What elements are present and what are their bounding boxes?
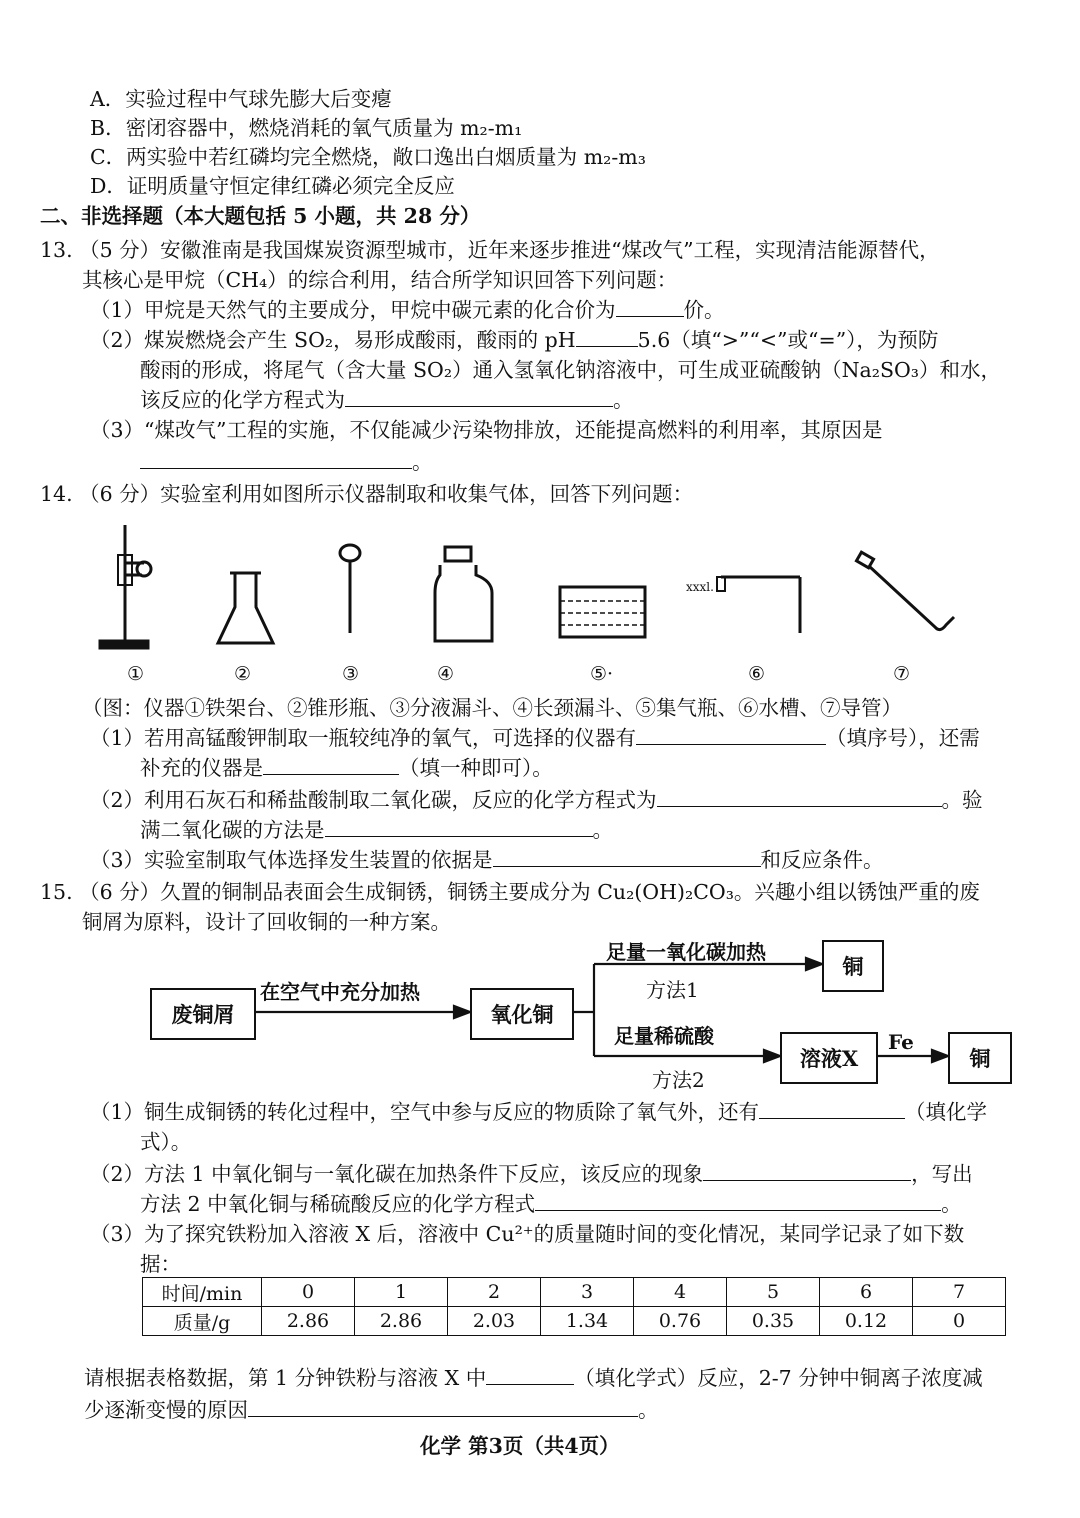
page-footer: 化学 第3页（共4页） — [420, 1434, 620, 1458]
apparatus-label-3: ③ — [342, 663, 360, 685]
option-b: B．密闭容器中，燃烧消耗的氧气质量为 m₂-m₁ — [90, 116, 523, 140]
q14-part1-text-b: （填序号），还需 — [826, 726, 980, 750]
q15-answer-blank-4[interactable] — [486, 1364, 574, 1385]
table-row-time — [143, 1278, 1006, 1307]
q14-answer-blank-1[interactable] — [636, 724, 826, 745]
q13-part1-text: （1）甲烷是天然气的主要成分，甲烷中碳元素的化合价为 — [90, 298, 616, 322]
apparatus-label-4: ④ — [437, 663, 455, 685]
table-cell: 3 — [541, 1278, 634, 1307]
q15-part3-line1: （3）为了探究铁粉加入溶液 X 后，溶液中 Cu²⁺的质量随时间的变化情况，某同学记录了如下数 — [90, 1222, 965, 1246]
q13-part2-text-a: （2）煤炭燃烧会产生 SO₂，易形成酸雨，酸雨的 pH — [90, 328, 576, 352]
q15-part2-line2 — [140, 1190, 962, 1218]
q13-answer-blank-2[interactable] — [576, 326, 638, 347]
cu-mass-table — [142, 1277, 1006, 1336]
table-cell: 0 — [262, 1278, 355, 1307]
table-cell: 0 — [913, 1307, 1006, 1336]
table-cell: 2 — [448, 1278, 541, 1307]
table-cell: 0.12 — [820, 1307, 913, 1336]
q15-stem-line1: 15. （6 分）久置的铜制品表面会生成铜锈，铜锈主要成分为 Cu₂(OH)₂CO₃。兴趣小组以锈蚀严重的废 — [40, 880, 980, 904]
iron-stand-icon — [100, 525, 151, 648]
q13-stem-line1: 13. （5 分）安徽淮南是我国煤炭资源型城市，近年来逐步推进“煤改气”工程，实现清洁能源替代， — [40, 238, 940, 262]
option-c: C．两实验中若红磷均完全燃烧，敞口逸出白烟质量为 m₂-m₃ — [90, 145, 646, 169]
table-cell: 0.76 — [634, 1307, 727, 1336]
q15-answer-blank-2[interactable] — [703, 1160, 911, 1181]
q15-part1-text-b: （填化学 — [905, 1100, 988, 1124]
flow-box-copper-oxide: 氧化铜 — [470, 988, 574, 1040]
q13-part2-line1 — [90, 326, 938, 354]
apparatus-label-6: ⑥ — [748, 663, 766, 685]
flow-method2-reagent: 足量稀硫酸 — [614, 1024, 714, 1048]
option-a: A．实验过程中气球先膨大后变瘪 — [90, 87, 392, 111]
flow-method1-name: 方法1 — [646, 978, 699, 1002]
section-heading: 二、非选择题（本大题包括 5 小题，共 28 分） — [40, 204, 481, 228]
q15-part2-text-a: （2）方法 1 中氧化铜与一氧化碳在加热条件下反应，该反应的现象 — [90, 1162, 704, 1186]
flow-box-copper-1: 铜 — [822, 940, 884, 992]
table-cell: 1.34 — [541, 1307, 634, 1336]
table-header-time: 时间/min — [143, 1278, 262, 1307]
q15-part4-text-c: 少逐渐变慢的原因 — [84, 1398, 248, 1422]
table-cell: 7 — [913, 1278, 1006, 1307]
q15-stem-line2: 铜屑为原料，设计了回收铜的一种方案。 — [82, 910, 451, 934]
apparatus-label-5: ⑤· — [590, 663, 614, 685]
q14-part2-text-d: 。 — [592, 818, 613, 842]
q13-answer-blank-1[interactable] — [616, 296, 684, 317]
flowchart-arrows — [140, 930, 1040, 1090]
flow-fe-label: Fe — [888, 1030, 914, 1054]
recovery-flowchart — [140, 930, 1040, 1090]
apparatus-6-tag: xxxl. — [686, 580, 714, 594]
q15-part1-text-a: （1）铜生成铜锈的转化过程中，空气中参与反应的物质除了氧气外，还有 — [90, 1100, 760, 1124]
lab-apparatus-figure — [80, 515, 980, 695]
table-header-mass: 质量/g — [143, 1307, 262, 1336]
q13-part2-end: 。 — [613, 388, 634, 412]
flow-box-solution-x: 溶液X — [780, 1032, 878, 1084]
flow-box-copper-2: 铜 — [948, 1032, 1012, 1084]
q14-figure-caption: （图：仪器①铁架台、②锥形瓶、③分液漏斗、④长颈漏斗、⑤集气瓶、⑥水槽、⑦导管） — [82, 696, 902, 720]
table-row-mass — [143, 1307, 1006, 1336]
table-cell: 2.03 — [448, 1307, 541, 1336]
q13-part3-end: 。 — [412, 450, 433, 474]
q15-part1-line1 — [90, 1098, 987, 1126]
q15-answer-blank-1[interactable] — [759, 1098, 905, 1119]
apparatus-label-1: ① — [127, 663, 145, 685]
q14-answer-blank-2[interactable] — [263, 754, 399, 775]
q14-part3 — [90, 846, 884, 874]
q14-part2-line2 — [140, 816, 613, 844]
bent-tube-icon — [717, 577, 800, 633]
q14-answer-blank-5[interactable] — [493, 846, 761, 867]
q14-part1-text-d: （填一种即可）。 — [399, 756, 553, 780]
table-cell: 0.35 — [727, 1307, 820, 1336]
q15-part2-text-c: 方法 2 中氧化铜与稀硫酸反应的化学方程式 — [140, 1192, 536, 1216]
water-trough-icon — [560, 587, 645, 637]
q15-part4-text-d: 。 — [638, 1398, 659, 1422]
q13-stem-line2: 其核心是甲烷（CH₄）的综合利用，结合所学知识回答下列问题： — [82, 268, 678, 292]
q15-answer-blank-3[interactable] — [535, 1190, 941, 1211]
table-cell: 6 — [820, 1278, 913, 1307]
q13-part1-end: 价。 — [683, 298, 725, 322]
q15-part4-text-b: （填化学式）反应，2-7 分钟中铜离子浓度减 — [574, 1366, 983, 1390]
q15-part2-text-b: ，写出 — [911, 1162, 973, 1186]
gas-bottle-icon — [435, 547, 492, 641]
q14-part2-line1 — [90, 786, 983, 814]
q14-part3-text-a: （3）实验室制取气体选择发生装置的依据是 — [90, 848, 493, 872]
q15-part4-line1 — [84, 1364, 983, 1392]
q15-part4-line2 — [84, 1396, 659, 1424]
q13-part2-line3 — [140, 386, 634, 414]
funnel-icon — [340, 545, 360, 633]
table-cell: 4 — [634, 1278, 727, 1307]
q13-part1 — [90, 296, 725, 324]
delivery-tube-icon — [856, 552, 954, 629]
q14-part3-text-b: 和反应条件。 — [760, 848, 884, 872]
q13-part3-line1: （3）“煤改气”工程的实施，不仅能减少污染物排放，还能提高燃料的利用率，其原因是 — [90, 418, 883, 442]
apparatus-label-7: ⑦ — [893, 663, 911, 685]
q14-part2-text-c: 满二氧化碳的方法是 — [140, 818, 325, 842]
q15-part2-text-d: 。 — [941, 1192, 962, 1216]
flow-box-start: 废铜屑 — [150, 988, 256, 1040]
q13-answer-blank-3[interactable] — [345, 386, 613, 407]
q14-stem: 14. （6 分）实验室利用如图所示仪器制取和收集气体，回答下列问题： — [40, 482, 694, 506]
q14-part1-line2 — [140, 754, 553, 782]
q13-part2-line2: 酸雨的形成，将尾气（含大量 SO₂）通入氢氧化钠溶液中，可生成亚硫酸钠（Na₂SO₃）和水， — [140, 358, 1002, 382]
q13-answer-blank-4[interactable] — [140, 448, 412, 469]
table-cell: 2.86 — [355, 1307, 448, 1336]
q14-part1-text-c: 补充的仪器是 — [140, 756, 263, 780]
q13-part3-line2 — [140, 448, 433, 476]
q15-answer-blank-5[interactable] — [248, 1396, 638, 1417]
table-cell: 5 — [727, 1278, 820, 1307]
q15-part2-line1 — [90, 1160, 973, 1188]
conical-flask-icon — [218, 573, 273, 643]
q13-part2-text-d: 该反应的化学方程式为 — [140, 388, 345, 412]
q14-part1-text-a: （1）若用高锰酸钾制取一瓶较纯净的氧气，可选择的仪器有 — [90, 726, 637, 750]
flow-method1-reagent: 足量一氧化碳加热 — [606, 940, 766, 964]
table-cell: 1 — [355, 1278, 448, 1307]
q14-part2-text-b: 。验 — [941, 788, 983, 812]
apparatus-label-2: ② — [234, 663, 252, 685]
q14-answer-blank-4[interactable] — [325, 816, 593, 837]
flow-step1-label: 在空气中充分加热 — [260, 980, 420, 1004]
flow-method2-name: 方法2 — [652, 1068, 705, 1092]
q15-part4-text-a: 请根据表格数据，第 1 分钟铁粉与溶液 X 中 — [84, 1366, 487, 1390]
q13-part2-text-b: 5.6（填“>”“<”或“=”），为预防 — [637, 328, 939, 352]
q14-part2-text-a: （2）利用石灰石和稀盐酸制取二氧化碳，反应的化学方程式为 — [90, 788, 657, 812]
option-d: D．证明质量守恒定律红磷必须完全反应 — [90, 174, 455, 198]
q14-part1-line1 — [90, 724, 980, 752]
q15-part1-line2: 式）。 — [140, 1130, 192, 1154]
q15-part3-line2: 据： — [140, 1252, 181, 1276]
table-cell: 2.86 — [262, 1307, 355, 1336]
q14-answer-blank-3[interactable] — [657, 786, 942, 807]
